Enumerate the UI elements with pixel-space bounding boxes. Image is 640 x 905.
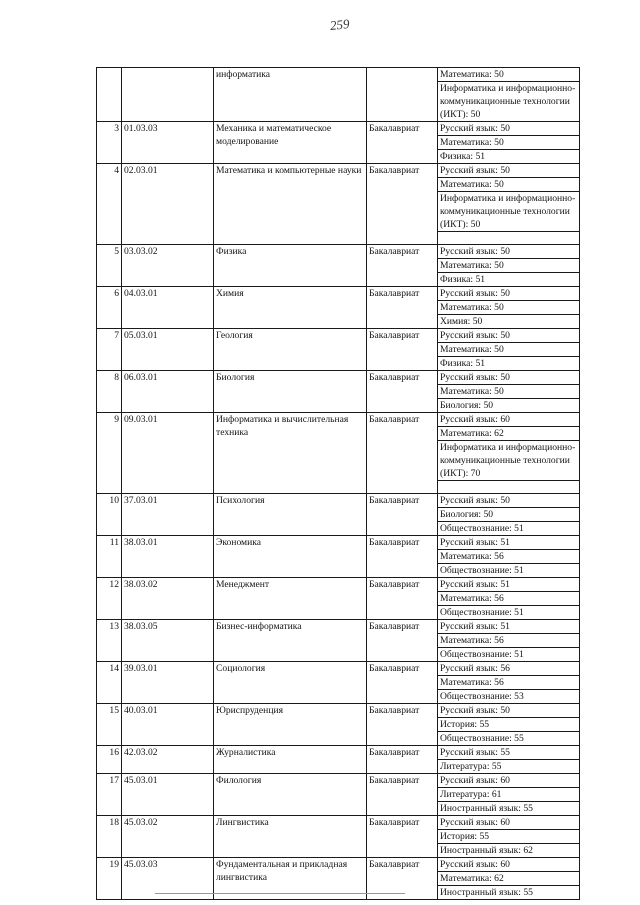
exam-requirement: Русский язык: 60 xyxy=(438,858,580,872)
program-name: Механика и математическое моделирование xyxy=(214,122,367,164)
program-code: 03.03.02 xyxy=(122,245,214,287)
program-name: Филология xyxy=(214,774,367,816)
exam-requirement: Обществознание: 53 xyxy=(438,690,580,704)
exam-requirement: Математика: 50 xyxy=(438,68,580,82)
program-code: 45.03.02 xyxy=(122,816,214,858)
program-name: Физика xyxy=(214,245,367,287)
program-name: Экономика xyxy=(214,536,367,578)
program-number: 16 xyxy=(97,746,122,774)
program-row xyxy=(97,371,580,385)
program-row xyxy=(97,122,580,136)
exam-requirement: Обществознание: 51 xyxy=(438,564,580,578)
exam-requirement: Русский язык: 50 xyxy=(438,245,580,259)
exam-requirement: Обществознание: 51 xyxy=(438,522,580,536)
education-level: Бакалавриат xyxy=(367,245,438,287)
program-row xyxy=(97,536,580,550)
program-number: 12 xyxy=(97,578,122,620)
program-number: 7 xyxy=(97,329,122,371)
exam-requirement: История: 55 xyxy=(438,830,580,844)
exam-requirement: Математика: 56 xyxy=(438,592,580,606)
exam-requirement: История: 55 xyxy=(438,718,580,732)
program-row xyxy=(97,287,580,301)
program-name: Менеджмент xyxy=(214,578,367,620)
exam-requirement: Математика: 50 xyxy=(438,301,580,315)
program-row xyxy=(97,662,580,676)
program-row xyxy=(97,164,580,178)
program-row xyxy=(97,68,580,82)
exam-requirement: Иностранный язык: 55 xyxy=(438,802,580,816)
program-code: 38.03.05 xyxy=(122,620,214,662)
program-number: 17 xyxy=(97,774,122,816)
education-level: Бакалавриат xyxy=(367,122,438,164)
program-name: Фундаментальная и прикладная лингвистика xyxy=(214,858,367,900)
education-level: Бакалавриат xyxy=(367,287,438,329)
program-row xyxy=(97,245,580,259)
program-code: 04.03.01 xyxy=(122,287,214,329)
exam-requirement: Математика: 50 xyxy=(438,385,580,399)
program-code: 05.03.01 xyxy=(122,329,214,371)
exam-requirement: Русский язык: 51 xyxy=(438,620,580,634)
exam-requirement: Русский язык: 60 xyxy=(438,816,580,830)
education-level: Бакалавриат xyxy=(367,371,438,413)
exam-requirement: Математика: 50 xyxy=(438,343,580,357)
program-code: 02.03.01 xyxy=(122,164,214,245)
education-level: Бакалавриат xyxy=(367,816,438,858)
exam-requirement: Русский язык: 51 xyxy=(438,578,580,592)
exam-requirement: Русский язык: 50 xyxy=(438,329,580,343)
exam-requirement: Математика: 56 xyxy=(438,634,580,648)
exam-requirement: Русский язык: 50 xyxy=(438,287,580,301)
program-number: 9 xyxy=(97,413,122,494)
program-row xyxy=(97,704,580,718)
program-name: Социология xyxy=(214,662,367,704)
education-level: Бакалавриат xyxy=(367,704,438,746)
exam-requirement: Русский язык: 51 xyxy=(438,536,580,550)
education-level: Бакалавриат xyxy=(367,662,438,704)
exam-requirement: Математика: 62 xyxy=(438,872,580,886)
exam-requirement: Математика: 50 xyxy=(438,178,580,192)
program-code: 42.03.02 xyxy=(122,746,214,774)
exam-spacer xyxy=(438,481,580,494)
program-name: Бизнес-информатика xyxy=(214,620,367,662)
program-row xyxy=(97,329,580,343)
education-level: Бакалавриат xyxy=(367,164,438,245)
exam-requirement: Русский язык: 50 xyxy=(438,122,580,136)
program-row xyxy=(97,858,580,872)
program-row xyxy=(97,816,580,830)
program-number: 15 xyxy=(97,704,122,746)
program-code: 40.03.01 xyxy=(122,704,214,746)
exam-requirement: Математика: 50 xyxy=(438,136,580,150)
exam-requirement: Химия: 50 xyxy=(438,315,580,329)
program-number: 5 xyxy=(97,245,122,287)
program-number: 4 xyxy=(97,164,122,245)
exam-requirement: Русский язык: 56 xyxy=(438,662,580,676)
program-name: Журналистика xyxy=(214,746,367,774)
exam-requirement: Физика: 51 xyxy=(438,357,580,371)
program-code: 39.03.01 xyxy=(122,662,214,704)
program-number xyxy=(97,68,122,122)
program-code: 09.03.01 xyxy=(122,413,214,494)
program-name: Психология xyxy=(214,494,367,536)
program-row xyxy=(97,746,580,760)
program-code: 38.03.02 xyxy=(122,578,214,620)
program-code: 01.03.03 xyxy=(122,122,214,164)
program-code: 38.03.01 xyxy=(122,536,214,578)
exam-requirement: Математика: 50 xyxy=(438,259,580,273)
exam-requirement: Биология: 50 xyxy=(438,399,580,413)
program-name: Биология xyxy=(214,371,367,413)
exam-requirement: Математика: 56 xyxy=(438,550,580,564)
program-number: 8 xyxy=(97,371,122,413)
exam-requirement: Литература: 55 xyxy=(438,760,580,774)
education-level: Бакалавриат xyxy=(367,774,438,816)
program-row xyxy=(97,620,580,634)
program-name: Математика и компьютерные науки xyxy=(214,164,367,245)
education-level: Бакалавриат xyxy=(367,620,438,662)
program-row xyxy=(97,494,580,508)
program-row xyxy=(97,578,580,592)
program-code: 06.03.01 xyxy=(122,371,214,413)
exam-requirement: Математика: 56 xyxy=(438,676,580,690)
program-number: 18 xyxy=(97,816,122,858)
exam-requirement: Математика: 62 xyxy=(438,427,580,441)
education-level xyxy=(367,68,438,122)
program-code: 37.03.01 xyxy=(122,494,214,536)
program-name: Химия xyxy=(214,287,367,329)
program-code: 45.03.01 xyxy=(122,774,214,816)
education-level: Бакалавриат xyxy=(367,578,438,620)
exam-requirement: Биология: 50 xyxy=(438,508,580,522)
education-level: Бакалавриат xyxy=(367,858,438,900)
program-code xyxy=(122,68,214,122)
exam-requirement: Обществознание: 55 xyxy=(438,732,580,746)
education-level: Бакалавриат xyxy=(367,413,438,494)
education-level: Бакалавриат xyxy=(367,536,438,578)
admission-table xyxy=(96,67,580,900)
program-number: 6 xyxy=(97,287,122,329)
exam-requirement: Физика: 51 xyxy=(438,273,580,287)
education-level: Бакалавриат xyxy=(367,746,438,774)
exam-requirement: Информатика и информационно-коммуникационные технологии (ИКТ): 50 xyxy=(438,82,580,122)
program-number: 14 xyxy=(97,662,122,704)
exam-requirement: Информатика и информационно-коммуникационные технологии (ИКТ): 70 xyxy=(438,441,580,481)
program-row xyxy=(97,413,580,427)
exam-requirement: Обществознание: 51 xyxy=(438,648,580,662)
program-number: 10 xyxy=(97,494,122,536)
program-name: Лингвистика xyxy=(214,816,367,858)
program-row xyxy=(97,774,580,788)
program-number: 19 xyxy=(97,858,122,900)
exam-requirement: Иностранный язык: 62 xyxy=(438,844,580,858)
exam-requirement: Обществознание: 51 xyxy=(438,606,580,620)
program-name: Юриспруденция xyxy=(214,704,367,746)
program-name: Информатика и вычислительная техника xyxy=(214,413,367,494)
education-level: Бакалавриат xyxy=(367,494,438,536)
program-number: 13 xyxy=(97,620,122,662)
exam-spacer xyxy=(438,232,580,245)
program-number: 3 xyxy=(97,122,122,164)
page-number: 259 xyxy=(329,16,351,33)
exam-requirement: Иностранный язык: 55 xyxy=(438,886,580,900)
exam-requirement: Литература: 61 xyxy=(438,788,580,802)
program-code: 45.03.03 xyxy=(122,858,214,900)
education-level: Бакалавриат xyxy=(367,329,438,371)
exam-requirement: Русский язык: 50 xyxy=(438,371,580,385)
scan-edge-line xyxy=(155,893,405,894)
exam-requirement: Русский язык: 55 xyxy=(438,746,580,760)
program-name: Геология xyxy=(214,329,367,371)
exam-requirement: Информатика и информационно-коммуникационные технологии (ИКТ): 50 xyxy=(438,192,580,232)
program-name: информатика xyxy=(214,68,367,122)
exam-requirement: Русский язык: 60 xyxy=(438,774,580,788)
exam-requirement: Русский язык: 50 xyxy=(438,494,580,508)
exam-requirement: Русский язык: 50 xyxy=(438,164,580,178)
exam-requirement: Русский язык: 50 xyxy=(438,704,580,718)
exam-requirement: Русский язык: 60 xyxy=(438,413,580,427)
program-number: 11 xyxy=(97,536,122,578)
exam-requirement: Физика: 51 xyxy=(438,150,580,164)
